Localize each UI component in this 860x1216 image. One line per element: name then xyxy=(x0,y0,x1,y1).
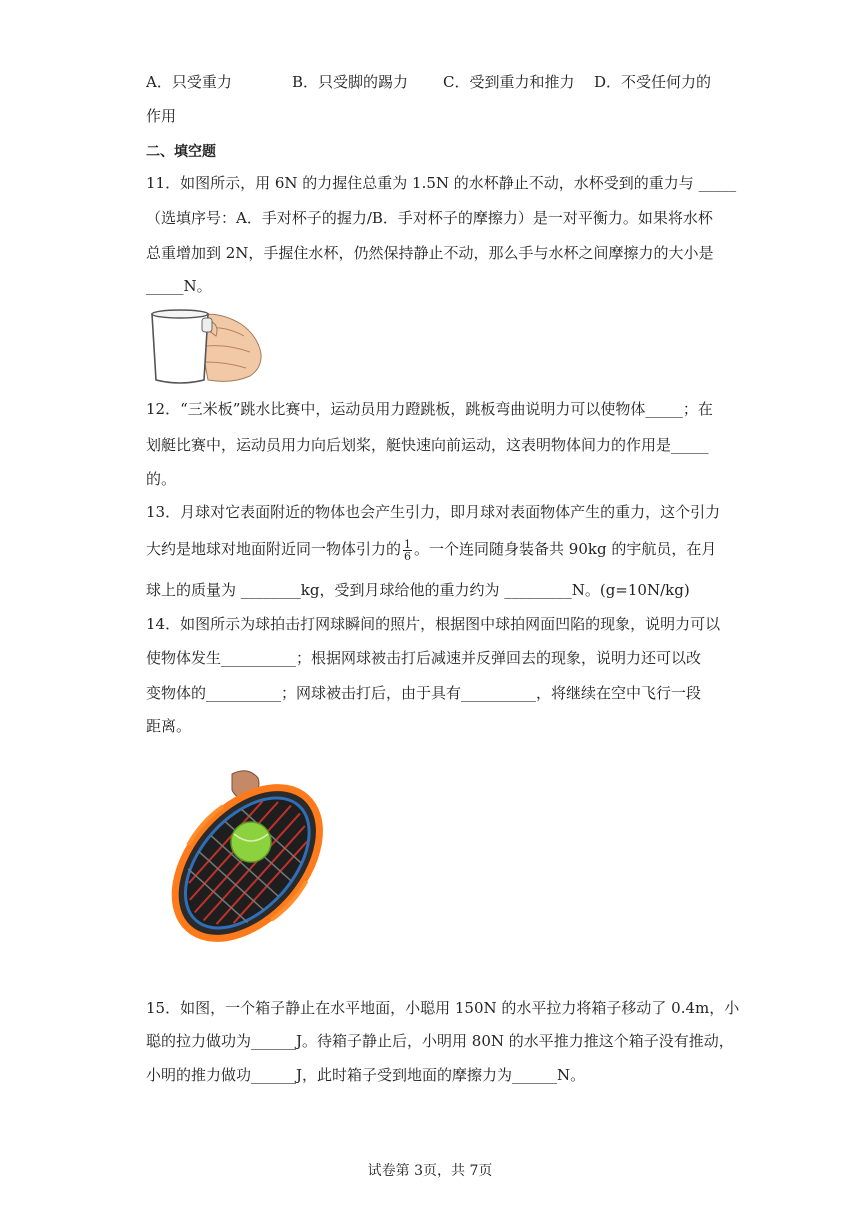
q11-line-4: _____N。 xyxy=(146,277,212,295)
q13-line-1: 13．月球对它表面附近的物体也会产生引力，即月球对表面物体产生的重力，这个引力 xyxy=(146,503,721,521)
q13-line-2-end: 。一个连同随身装备共 90kg 的宇航员，在月 xyxy=(414,540,717,558)
q14-line-3: 变物体的__________；网球被击打后，由于具有__________，将继续在空中飞行一段 xyxy=(146,684,702,702)
option-d: D．不受任何力的 xyxy=(594,73,712,91)
q15-line-3: 小明的推力做功______J，此时箱子受到地面的摩擦力为______N。 xyxy=(146,1066,586,1084)
q14-line-2: 使物体发生__________；根据网球被击打后减速并反弹回去的现象，说明力还可以改 xyxy=(146,649,702,667)
q14-line-4: 距离。 xyxy=(146,717,192,735)
q13-line-2 xyxy=(146,535,716,563)
option-b: B．只受脚的踢力 xyxy=(292,73,409,91)
q15-line-1: 15．如图，一个箱子静止在水平地面，小聪用 150N 的水平拉力将箱子移动了 0.4m，小 xyxy=(146,999,740,1017)
option-d-continuation: 作用 xyxy=(146,107,177,125)
q13-line-3: 球上的质量为 ________kg，受到月球给他的重力约为 _________N。(g=10N/kg) xyxy=(146,581,690,599)
q13-line-2-start: 大约是地球对地面附近同一物体引力的 xyxy=(146,540,402,558)
one-sixth-fraction xyxy=(403,539,412,562)
q11-line-2: （选填序号：A．手对杯子的握力/B．手对杯子的摩擦力）是一对平衡力。如果将水杯 xyxy=(146,209,713,227)
q11-line-3: 总重增加到 2N，手握住水杯，仍然保持静止不动，那么手与水杯之间摩擦力的大小是 xyxy=(146,244,714,262)
cup-in-hand-figure xyxy=(146,306,268,386)
option-a: A．只受重力 xyxy=(146,73,232,91)
fraction-numerator: 1 xyxy=(404,537,412,551)
q11-line-1: 11．如图所示，用 6N 的力握住总重为 1.5N 的水杯静止不动，水杯受到的重力与 _____ xyxy=(146,174,737,192)
q12-line-2: 划艇比赛中，运动员用力向后划桨，艇快速向前运动，这表明物体间力的作用是_____ xyxy=(146,436,709,454)
q15-line-2: 聪的拉力做功为______J。待箱子静止后，小明用 80N 的水平推力推这个箱子没有推动， xyxy=(146,1032,734,1050)
fraction-denominator: 6 xyxy=(404,549,412,563)
q12-line-1: 12．“三米板”跳水比赛中，运动员用力蹬跳板，跳板弯曲说明力可以使物体_____；在 xyxy=(146,400,713,418)
q14-line-1: 14．如图所示为球拍击打网球瞬间的照片，根据图中球拍网面凹陷的现象，说明力可以 xyxy=(146,615,721,633)
section-title: 二、填空题 xyxy=(146,144,216,160)
page-footer: 试卷第 3页，共 7页 xyxy=(367,1163,493,1179)
tennis-racket-figure xyxy=(158,768,343,953)
option-c: C．受到重力和推力 xyxy=(443,73,575,91)
q12-line-3: 的。 xyxy=(146,470,177,488)
